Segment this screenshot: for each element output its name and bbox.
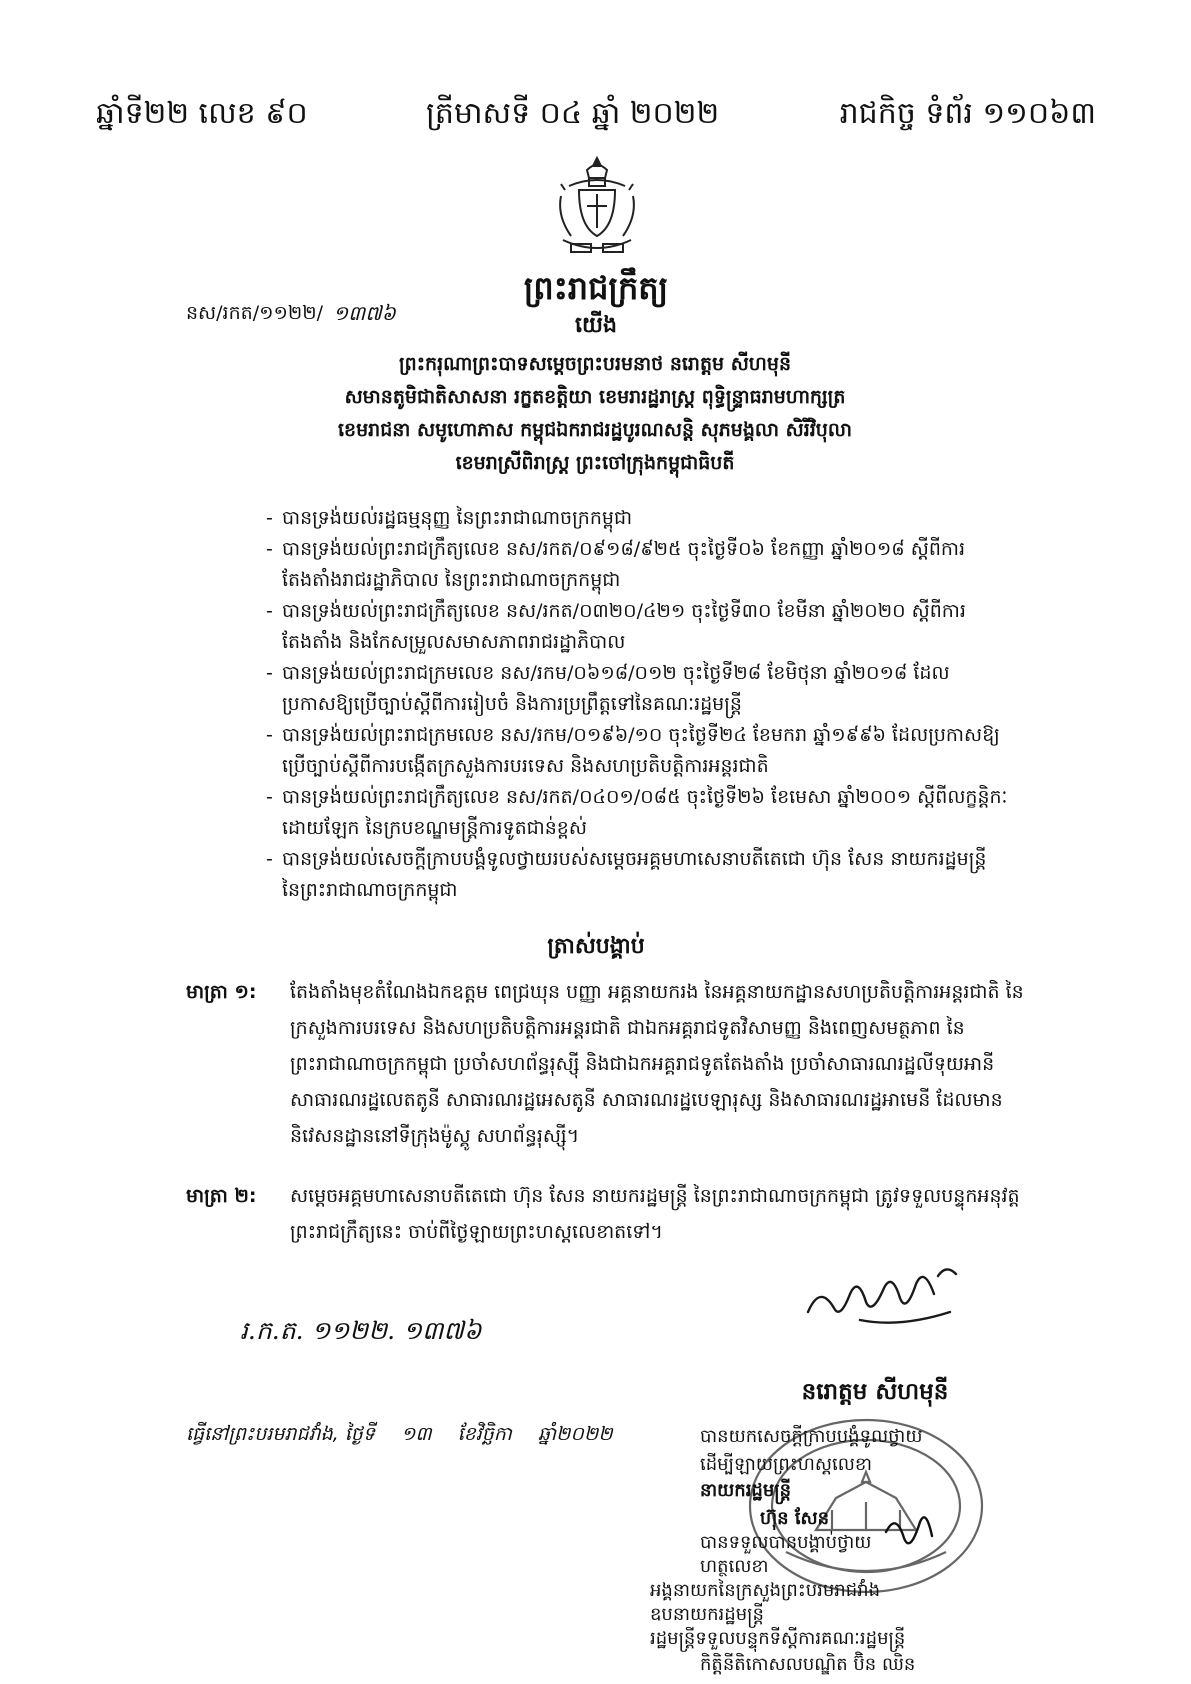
countersign-line: កិត្តិនីតិកោសលបណ្ឌិត ប៊ិន ឈិន <box>700 1654 916 1675</box>
royal-title-line: ព្រះករុណាព្រះបាទសម្តេចព្រះបរមនាថ នរោត្តម សីហមុនី <box>398 353 792 375</box>
countersign-line: នាយករដ្ឋមន្ត្រី <box>700 1480 792 1501</box>
article-text: សម្តេចអគ្គមហាសេនាបតីតេជោ ហ៊ុន សែន នាយករដ្ឋមន្ត្រី នៃព្រះរាជាណាចក្រកម្ពុជា ត្រូវទទួលបន្ទុកអនុវត្តព្រះរាជក្រឹត្យនេះ ចាប់ពីថ្ងៃឡាយព្រះហស្តលេខាតទៅ។ <box>290 1185 1020 1243</box>
article-2 <box>186 1178 1026 1250</box>
reference-number-handwritten: ១៣៧៦ <box>333 301 396 325</box>
article-text: តែងតាំងមុខតំណែងឯកឧត្តម ពេជ្រឃុន បញ្ញា អគ្គនាយករង នៃអគ្គនាយកដ្ឋានសហប្រតិបត្តិការអន្តរជាតិ នៃក្រសួងការបរទេស និងសហប្រតិបត្តិការអន្តរជាតិ ជាឯកអគ្គរាជទូតវិសាមញ្ញ និងពេញសមត្ថភាព នៃព្រះរាជាណាចក្រកម្ពុជា ប្រចាំសហព័ន្ធរុស្ស៊ី និងជាឯកអគ្គរាជទូតតែងតាំង ប្រចាំសាធារណរដ្ឋលីទុយអានី សាធារណរដ្ឋលេតតូនី សាធារណរដ្ឋអេសតូនី សាធារណរដ្ឋបេឡារុស្ស និងសាធារណរដ្ឋអាមេនី ដែលមាននិវេសនដ្ឋាននៅទីក្រុងម៉ូស្គូ សហព័ន្ធរុស្ស៊ី។ <box>290 981 1024 1147</box>
royal-title-line: ខេមរាជនា សមូហោភាស កម្ពុជឯករាជរដ្ឋបូរណសន្តិ សុភមង្គលា សិរីវិបុលា <box>338 419 852 441</box>
decree-heading: ត្រាស់បង្គាប់ <box>547 934 645 959</box>
gazette-page-number: រាជកិច្ច ទំព័រ ១១០៦៣ <box>839 96 1096 131</box>
date-day: ១៣ <box>400 1423 432 1445</box>
king-signature-icon <box>800 1254 970 1334</box>
visa-item: - បានទ្រង់យល់ព្រះរាជក្រមលេខ នស/រកម/០១៩៦/១០ ចុះថ្ងៃទី២៤ ខែមករា ឆ្នាំ១៩៩៦ ដែលប្រកាសឱ្យប្រើច្បាប់ស្តីពីការបង្កើតក្រសួងការបរទេស និងសហប្រតិបត្តិការអន្តរជាតិ <box>266 720 1008 782</box>
visa-item: - បានទ្រង់យល់ព្រះរាជក្រឹត្យលេខ នស/រកត/០៩១៨/៩២៥ ចុះថ្ងៃទី០៦ ខែកញ្ញា ឆ្នាំ២០១៨ ស្តីពីការតែងតាំងរាជរដ្ឋាភិបាល នៃព្រះរាជាណាចក្រកម្ពុជា <box>266 534 1008 596</box>
visa-item: - បានទ្រង់យល់ព្រះរាជក្រឹត្យលេខ នស/រកត/០៣២០/៤២១ ចុះថ្ងៃទី៣០ ខែមីនា ឆ្នាំ២០២០ ស្តីពីការតែងតាំង និងកែសម្រួលសមាសភាពរាជរដ្ឋាភិបាល <box>266 596 1008 658</box>
countersign-line: បានយកសេចក្តីក្រាបបង្គំទូលថ្វាយ <box>700 1426 923 1447</box>
gazette-year-issue: ឆ្នាំទី២២ លេខ ៩០ <box>96 96 308 131</box>
countersign-line: ដើម្បីឡាយព្រះហស្តលេខា <box>700 1454 873 1475</box>
gazette-header <box>96 92 1096 136</box>
article-label: មាត្រា ១: <box>186 981 257 1003</box>
countersign-line: អង្គនាយកនៃក្រសួងព្រះបរមរាជវាំង <box>650 1580 881 1601</box>
sovereign-we: យើង <box>575 313 617 338</box>
countersign-line: រដ្ឋមន្ត្រីទទួលបន្ទុកទីស្តីការគណៈរដ្ឋមន្ត្រី <box>650 1628 906 1649</box>
visa-item: - បានទ្រង់យល់ព្រះរាជក្រមលេខ នស/រកម/០៦១៨/០១២ ចុះថ្ងៃទី២៨ ខែមិថុនា ឆ្នាំ២០១៨ ដែលប្រកាសឱ្យប្រើច្បាប់ស្តីពីការរៀបចំ និងការប្រព្រឹត្តទៅនៃគណៈរដ្ឋមន្ត្រី <box>266 658 1008 720</box>
reference-number: នស/រកត/១១២២/ <box>186 302 324 324</box>
article-1 <box>186 974 1026 1154</box>
visa-item: - បានទ្រង់យល់សេចក្តីក្រាបបង្គំទូលថ្វាយរបស់សម្តេចអគ្គមហាសេនាបតីតេជោ ហ៊ុន សែន នាយករដ្ឋមន្ត្រី នៃព្រះរាជាណាចក្រកម្ពុជា <box>266 844 1008 906</box>
handwritten-reference: រ.ក.ត. ១១២២. ១៣៧៦ <box>240 1316 482 1345</box>
royal-title-line: សមានតូមិជាតិសាសនា រក្ខតខត្តិយា ខេមរារដ្ឋរាស្ត្រ ពុទ្ធិន្ទ្រាធរាមហាក្សត្រ <box>344 386 846 408</box>
preamble-visas <box>266 503 1008 906</box>
place-and-date <box>186 1422 613 1450</box>
countersign-line: ឧបនាយករដ្ឋមន្ត្រី <box>650 1604 764 1625</box>
countersign-line: ហ៊ុន សែន <box>760 1508 830 1529</box>
royal-coat-of-arms-icon <box>549 156 645 260</box>
countersign-line: ហត្ថលេខា <box>700 1556 769 1577</box>
date-year: ឆ្នាំ២០២២ <box>537 1423 613 1445</box>
date-month: ខែវិច្ឆិកា <box>457 1423 512 1445</box>
document-title: ព្រះរាជក្រឹត្យ <box>523 269 669 307</box>
place: ធ្វើនៅព្រះបរមរាជវាំង, ថ្ងៃទី <box>186 1423 375 1445</box>
gazette-quarter: ត្រីមាសទី ០៤ ឆ្នាំ ២០២២ <box>426 96 720 131</box>
article-label: មាត្រា ២: <box>186 1185 257 1207</box>
countersign-line: បានទទួលបានបង្គាប់ថ្វាយ <box>700 1532 872 1553</box>
visa-item: - បានទ្រង់យល់រដ្ឋធម្មនុញ្ញ នៃព្រះរាជាណាចក្រកម្ពុជា <box>266 503 1008 534</box>
royal-title-line: ខេមរាស្រីពិរាស្ត្រ ព្រះចៅក្រុងកម្ពុជាធិបតី <box>455 452 735 474</box>
visa-item: - បានទ្រង់យល់ព្រះរាជក្រឹត្យលេខ នស/រកត/០៤០១/០៨៥ ចុះថ្ងៃទី២៦ ខែមេសា ឆ្នាំ២០០១ ស្តីពីលក្ខន្តិកៈដោយឡែក នៃក្របខណ្ឌមន្ត្រីការទូតជាន់ខ្ពស់ <box>266 782 1008 844</box>
king-name: នរោត្តម សីហមុនី <box>801 1379 949 1405</box>
